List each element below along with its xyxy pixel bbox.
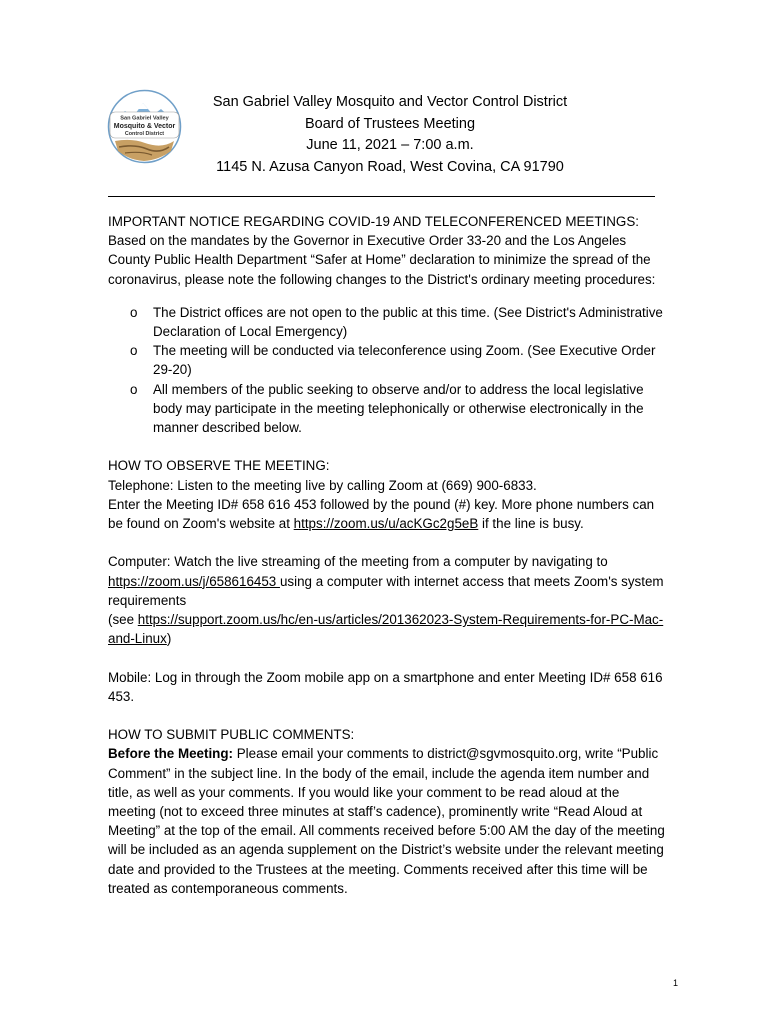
computer-text: Computer: Watch the live streaming of the meeting from a computer by navigating to — [108, 554, 608, 570]
list-bullet: o — [130, 381, 138, 397]
zoom-phone-numbers-link[interactable]: https://zoom.us/u/acKGc2g5eB — [293, 516, 479, 532]
telephone-instructions: Telephone: Listen to the meeting live by calling Zoom at (669) 900-6833. — [108, 477, 537, 493]
logo-text-line3: Control District — [124, 131, 165, 137]
comments-heading: HOW TO SUBMIT PUBLIC COMMENTS: — [108, 727, 355, 743]
meeting-date: June 11, 2021 – 7:00 a.m. — [306, 137, 474, 153]
logo-text-line1: San Gabriel Valley — [120, 115, 169, 122]
meeting-id-text: Enter the Meeting ID# 658 616 453 followed by the pound (#) key. More phone numbers can be found on Zoom's website at — [108, 496, 655, 532]
computer-instructions — [108, 552, 668, 610]
list-bullet: o — [130, 304, 138, 320]
system-requirements-link[interactable]: https://support.zoom.us/hc/en-us/articles/201362023-System-Requirements-for-PC-Mac-and-Linux — [108, 612, 664, 647]
before-meeting-text: Please email your comments to district@sgvmosquito.org, write “Public Comment” in the subject line. In the body of the email, include the agenda item number and title, as well as your comments. If you would like your comment to be read aloud at the meeting (not to exceed three minutes at staff’s cadence), prominently write “Read Aloud at Meeting” at the top of the email. All comments received before 5:00 AM the day of the meeting will be included as an agenda supplement on the District’s website under the relevant meeting date and provided to the Trustees at the meeting. Comments received after this time will be treated as contemporaneous comments. — [108, 746, 665, 896]
logo-text-line2: Mosquito & Vector — [113, 123, 176, 130]
notice-heading: IMPORTANT NOTICE REGARDING COVID-19 AND TELECONFERENCED MEETINGS: — [108, 214, 639, 229]
mobile-instructions: Mobile: Log in through the Zoom mobile app on a smartphone and enter Meeting ID# 658 616 453. — [108, 669, 663, 704]
meeting-id-instructions — [108, 495, 668, 533]
notice-intro: Based on the mandates by the Governor in Executive Order 33-20 and the Los Angeles County Public Health Department “Safer at Home” declaration to minimize the spread of the coronavirus, please note the following changes to the District's ordinary meeting procedures: — [108, 233, 656, 287]
document-body — [108, 212, 668, 898]
notice-list — [108, 303, 668, 437]
see-text: (see — [108, 612, 138, 628]
list-item — [108, 341, 668, 379]
meeting-title: Board of Trustees Meeting — [304, 115, 476, 132]
page-number: 1 — [673, 978, 679, 988]
meeting-address: 1145 N. Azusa Canyon Road, West Covina, CA 91790 — [216, 158, 564, 175]
list-item-text: The meeting will be conducted via teleconference using Zoom. (See Executive Order 29-20) — [153, 343, 656, 378]
list-item — [108, 303, 668, 341]
district-logo — [107, 89, 182, 164]
list-item-text: The District offices are not open to the public at this time. (See District's Administrative Declaration of Local Emergency) — [153, 304, 663, 340]
meeting-header — [190, 92, 590, 178]
see-text-end: ) — [166, 631, 172, 647]
computer-text-end: using a computer with internet access that meets Zoom's system requirements — [108, 573, 664, 608]
before-meeting-label: Before the Meeting: — [108, 746, 233, 762]
zoom-meeting-link[interactable]: https://zoom.us/j/658616453 — [108, 573, 280, 589]
list-bullet: o — [130, 343, 138, 359]
header-divider — [108, 196, 655, 197]
system-requirements-note — [108, 610, 668, 648]
district-name: San Gabriel Valley Mosquito and Vector Control District — [212, 94, 568, 110]
meeting-id-text-end: if the line is busy. — [478, 516, 584, 532]
list-item — [108, 380, 668, 438]
list-item-text: All members of the public seeking to observe and/or to address the local legislative body may participate in the meeting telephonically or otherwise electronically in the manner described below. — [153, 381, 644, 436]
before-meeting-instructions — [108, 744, 668, 898]
observe-heading: HOW TO OBSERVE THE MEETING: — [108, 458, 330, 474]
